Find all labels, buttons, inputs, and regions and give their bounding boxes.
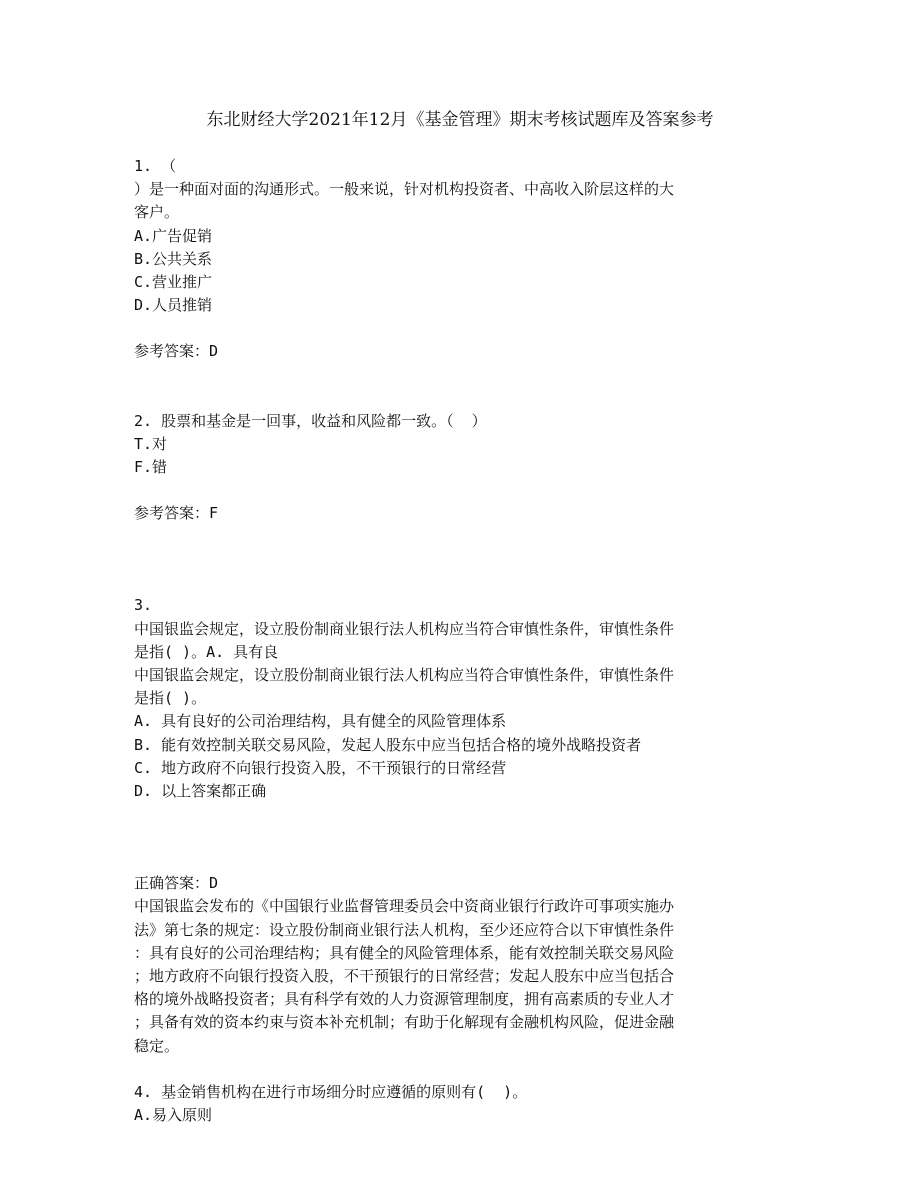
question-stem-line: 中国银监会规定，设立股份制商业银行法人机构应当符合审慎性条件，审慎性条件 bbox=[134, 619, 675, 638]
spacer bbox=[134, 525, 794, 594]
document-title: 东北财经大学2021年12月《基金管理》期末考核试题库及答案参考 bbox=[206, 110, 714, 130]
question-stem-line: 客户。 bbox=[134, 203, 180, 222]
question-4 bbox=[134, 1081, 794, 1127]
explanation-line: ：具有良好的公司治理结构；具有健全的风险管理体系，能有效控制关联交易风险 bbox=[134, 943, 675, 962]
question-stem-line: ）是一种面对面的沟通形式。一般来说，针对机构投资者、中高收入阶层这样的大 bbox=[134, 180, 675, 199]
answer-line: 参考答案：D bbox=[134, 342, 219, 361]
answer-line: 正确答案：D bbox=[134, 874, 219, 893]
question-stem-line: 是指( )。 bbox=[134, 689, 207, 708]
explanation-line: 法》第七条的规定：设立股份制商业银行法人机构，至少还应符合以下审慎性条件 bbox=[134, 920, 675, 939]
answer-line: 参考答案：F bbox=[134, 504, 219, 523]
spacer bbox=[134, 1058, 794, 1081]
explanation-line: 格的境外战略投资者；具有科学有效的人力资源管理制度，拥有高素质的专业人才 bbox=[134, 990, 675, 1009]
question-3 bbox=[134, 594, 794, 1057]
question-stem-line: 中国银监会规定，设立股份制商业银行法人机构应当符合审慎性条件，审慎性条件 bbox=[134, 666, 675, 685]
spacer bbox=[134, 803, 794, 872]
question-number: 4. 基金销售机构在进行市场细分时应遵循的原则有( )。 bbox=[134, 1082, 528, 1101]
spacer bbox=[134, 364, 794, 410]
option-d: D.人员推销 bbox=[134, 296, 213, 315]
option-b: B. 能有效控制关联交易风险，发起人股东中应当包括合格的境外战略投资者 bbox=[134, 735, 642, 754]
explanation-line: 稳定。 bbox=[134, 1036, 180, 1055]
document-body bbox=[134, 155, 794, 1127]
explanation-line: ；地方政府不向银行投资入股，不干预银行的日常经营；发起人股东中应当包括合 bbox=[134, 967, 675, 986]
option-c: C. 地方政府不向银行投资入股，不干预银行的日常经营 bbox=[134, 758, 507, 777]
option-d: D. 以上答案都正确 bbox=[134, 782, 267, 801]
question-number: 3. bbox=[134, 596, 153, 615]
option-a: A.广告促销 bbox=[134, 226, 213, 245]
option-f: F.错 bbox=[134, 458, 168, 477]
question-number: 2. 股票和基金是一回事，收益和风险都一致。（ ） bbox=[134, 411, 487, 430]
question-number: 1. （ bbox=[134, 157, 177, 175]
option-c: C.营业推广 bbox=[134, 273, 213, 292]
option-t: T.对 bbox=[134, 434, 168, 453]
option-a: A.易入原则 bbox=[134, 1106, 213, 1125]
option-a: A. 具有良好的公司治理结构，具有健全的风险管理体系 bbox=[134, 712, 507, 731]
explanation-line: 中国银监会发布的《中国银行业监督管理委员会中资商业银行行政许可事项实施办 bbox=[134, 897, 675, 916]
question-1 bbox=[134, 155, 794, 364]
option-b: B.公共关系 bbox=[134, 249, 213, 268]
spacer bbox=[134, 317, 794, 340]
spacer bbox=[134, 479, 794, 502]
question-2 bbox=[134, 410, 794, 526]
explanation-line: ；具备有效的资本约束与资本补充机制；有助于化解现有金融机构风险，促进金融 bbox=[134, 1013, 675, 1032]
question-stem-line: 是指( )。A. 具有良 bbox=[134, 642, 279, 661]
